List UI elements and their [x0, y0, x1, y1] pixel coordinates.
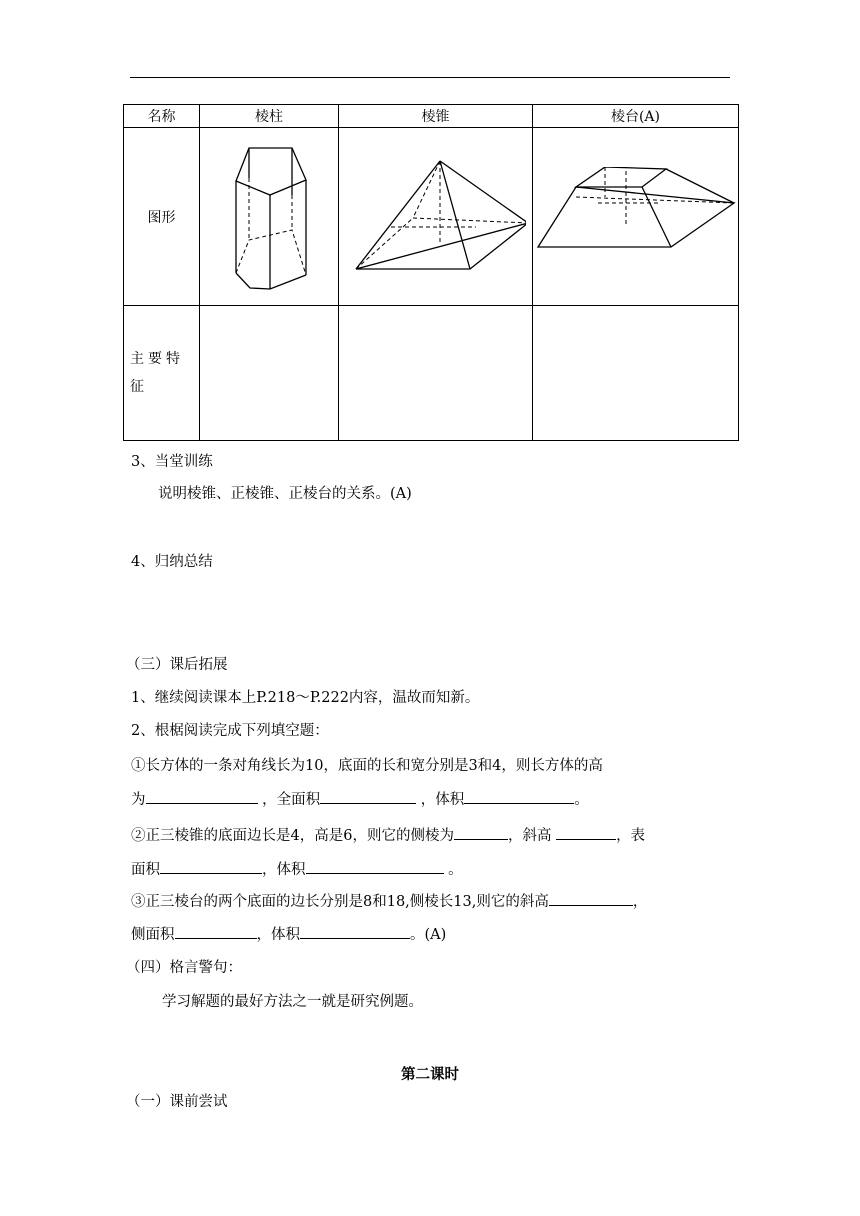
q2-line2 — [131, 858, 463, 879]
q2-line1 — [131, 824, 645, 845]
q3-slant-blank[interactable] — [549, 891, 633, 906]
part4-text: 学习解题的最好方法之一就是研究例题。 — [162, 994, 423, 1010]
part3-item1: 1、继续阅读课本上P.218～P.222内容，温故而知新。 — [131, 690, 480, 706]
q3-text-a: ③正三棱台的两个底面的边长分别是8和18,侧棱长13,则它的斜高 — [131, 894, 549, 910]
q3-text-b: ， — [632, 894, 648, 910]
lesson2-title: 第二课时 — [401, 1066, 459, 1083]
q1-line2 — [131, 788, 589, 809]
lesson2-sub: （一）课前尝试 — [126, 1094, 228, 1110]
q3-text-e: 。(A) — [410, 927, 447, 943]
pyramid-feature-cell — [339, 306, 533, 441]
header-name: 名称 — [124, 105, 200, 128]
q3-volume-blank[interactable] — [300, 924, 410, 939]
q1-area-blank[interactable] — [320, 789, 416, 804]
section3-heading: 3、当堂训练 — [131, 454, 213, 470]
prism-figure-cell — [200, 128, 339, 306]
q2-text-c: ，表 — [616, 828, 646, 844]
table-header-row — [124, 105, 739, 128]
feature-row-label: 主要特征 — [124, 306, 200, 441]
header-frustum: 棱台(A) — [533, 105, 739, 128]
q2-edge-blank[interactable] — [454, 825, 508, 840]
q3-text-d: ，体积 — [256, 927, 300, 943]
part4-heading: （四）格言警句： — [126, 960, 242, 976]
q1-text-d: 。 — [574, 792, 589, 808]
q3-line2 — [131, 923, 446, 944]
frustum-feature-cell — [533, 306, 739, 441]
frustum-icon — [536, 167, 736, 267]
header-rule — [130, 77, 730, 78]
part3-heading: （三）课后拓展 — [126, 657, 228, 673]
q2-text-e: ，体积 — [262, 862, 306, 878]
q1-text-a: 为 — [131, 792, 146, 808]
q1-volume-blank[interactable] — [464, 789, 574, 804]
q2-volume-blank[interactable] — [306, 859, 444, 874]
q2-slant-blank[interactable] — [556, 825, 616, 840]
q1-text-c: ，体积 — [420, 792, 465, 808]
table-feature-row — [124, 306, 739, 441]
prism-feature-cell — [200, 306, 339, 441]
section3-text: 说明棱锥、正棱锥、正棱台的关系。(A) — [158, 486, 412, 502]
q2-area-blank[interactable] — [160, 859, 262, 874]
table-figure-row — [124, 128, 739, 306]
q1-height-blank[interactable] — [146, 789, 258, 804]
q1-text-b: ，全面积 — [262, 792, 321, 808]
pyramid-figure-cell — [339, 128, 533, 306]
q3-line1 — [131, 890, 647, 911]
solids-table — [123, 104, 739, 441]
frustum-figure-cell — [533, 128, 739, 306]
q3-text-c: 侧面积 — [131, 927, 175, 943]
header-pyramid: 棱锥 — [339, 105, 533, 128]
q2-text-f: 。 — [448, 862, 463, 878]
header-prism: 棱柱 — [200, 105, 339, 128]
q3-area-blank[interactable] — [175, 924, 257, 939]
q2-text-d: 面积 — [131, 862, 160, 878]
section4-heading: 4、归纳总结 — [131, 554, 213, 570]
square-pyramid-icon — [346, 157, 526, 277]
part3-item2: 2、根椐阅读完成下列填空题： — [131, 723, 329, 739]
hexagonal-prism-icon — [219, 137, 319, 297]
q2-text-a: ②正三棱锥的底面边长是4，高是6，则它的侧棱为 — [131, 828, 454, 844]
q1-line1: ①长方体的一条对角线长为10，底面的长和宽分别是3和4，则长方体的高 — [131, 758, 603, 774]
figure-row-label: 图形 — [124, 128, 200, 306]
q2-text-b: ，斜高 — [507, 828, 552, 844]
